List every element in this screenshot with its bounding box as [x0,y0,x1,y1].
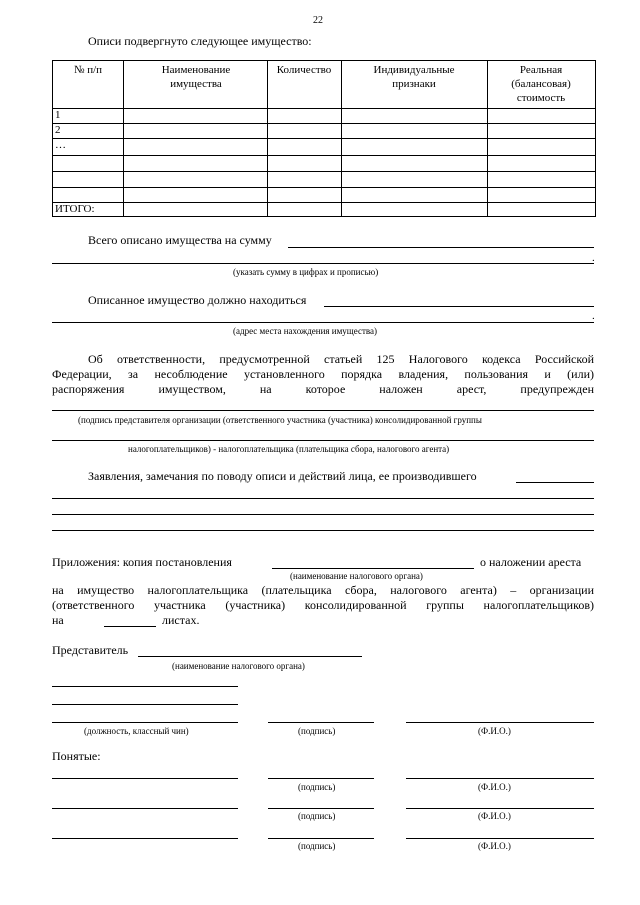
statements-label: Заявления, замечания по поводу описи и действий лица, ее производившего [88,469,477,483]
witness-3-field[interactable] [52,838,238,839]
location-field-line2[interactable] [52,322,594,323]
intro-text: Описи подвергнуто следующее имущество: [88,34,312,48]
witness-2-signature-field[interactable] [268,808,374,809]
representative-fio-caption: (Ф.И.О.) [478,726,511,736]
representative-position-caption: (должность, классный чин) [84,726,189,736]
representative-authority-field[interactable] [138,656,362,657]
statements-field-line3[interactable] [52,514,594,515]
witness-fio-caption: (Ф.И.О.) [478,782,511,792]
location-caption: (адрес места нахождения имущества) [233,326,377,336]
appendix-label: Приложения: копия постановления [52,555,232,569]
appendix-caption: (наименование налогового органа) [290,571,423,581]
responsibility-line3: распоряжения имуществом, на которое наложен арест, предупрежден [52,382,594,396]
responsibility-caption1: (подпись представителя организации (ответственного участника (участника) консолидированной группы [78,415,482,425]
appendix-line2: на имущество налогоплательщика (плательщика сбора, налогового агента) – организации [52,583,594,597]
statements-field[interactable] [516,482,594,483]
table-header-quantity: Количество [276,64,332,76]
appendix-suffix: о наложении ареста [480,555,582,569]
table-header-value: Реальная (балансовая) стоимость [511,64,571,104]
responsibility-signature-field-line2[interactable] [52,440,594,441]
witness-1-fio-field[interactable] [406,778,594,779]
witness-signature-caption: (подпись) [298,811,336,821]
representative-signature-field[interactable] [268,722,374,723]
witness-signature-caption: (подпись) [298,782,336,792]
location-label: Описанное имущество должно находиться [88,293,307,307]
witness-fio-caption: (Ф.И.О.) [478,811,511,821]
representative-position-field-line2[interactable] [52,704,238,705]
total-label: Всего описано имущества на сумму [88,233,272,247]
responsibility-line1: Об ответственности, предусмотренной статьей 125 Налогового кодекса Российской [88,352,594,366]
appendix-na: на [52,613,64,627]
total-sum-field-line2[interactable] [52,263,594,264]
table-header-features: Индивидуальные признаки [373,64,455,90]
property-table [52,60,596,217]
total-sum-field[interactable] [288,247,594,248]
appendix-sheets-field[interactable] [104,626,156,627]
representative-label: Представитель [52,643,129,657]
representative-position-field[interactable] [52,686,238,687]
statements-field-line2[interactable] [52,498,594,499]
table-row-label: 2 [55,124,61,136]
witnesses-label: Понятые: [52,749,101,763]
witness-3-signature-field[interactable] [268,838,374,839]
responsibility-signature-field[interactable] [52,410,594,411]
total-caption: (указать сумму в цифрах и прописью) [233,267,379,277]
table-header-number: № п/п [73,64,103,76]
representative-signature-caption: (подпись) [298,726,336,736]
witness-3-fio-field[interactable] [406,838,594,839]
witness-2-fio-field[interactable] [406,808,594,809]
responsibility-caption2: налогоплательщиков) - налогоплательщика (плательщика сбора, налогового агента) [128,444,450,454]
appendix-line3: (ответственного участника (участника) консолидированной группы налогоплательщиков) [52,598,594,612]
appendix-sheets: листах. [162,613,200,627]
witness-1-signature-field[interactable] [268,778,374,779]
table-row-label: 1 [55,109,61,121]
witness-1-field[interactable] [52,778,238,779]
statements-field-line4[interactable] [52,530,594,531]
witness-fio-caption: (Ф.И.О.) [478,841,511,851]
table-total-label: ИТОГО: [55,203,95,215]
page-number: 22 [313,15,323,26]
appendix-authority-field[interactable] [272,568,474,569]
representative-caption: (наименование налогового органа) [172,661,305,671]
representative-position-field-line3[interactable] [52,722,238,723]
representative-fio-field[interactable] [406,722,594,723]
location-field[interactable] [324,306,594,307]
table-header-name: Наименование имущества [161,64,231,90]
witness-2-field[interactable] [52,808,238,809]
witness-signature-caption: (подпись) [298,841,336,851]
responsibility-line2: Федерации, за несоблюдение установленного порядка владения, пользования и (или) [52,367,594,381]
table-row-label: … [55,139,66,151]
